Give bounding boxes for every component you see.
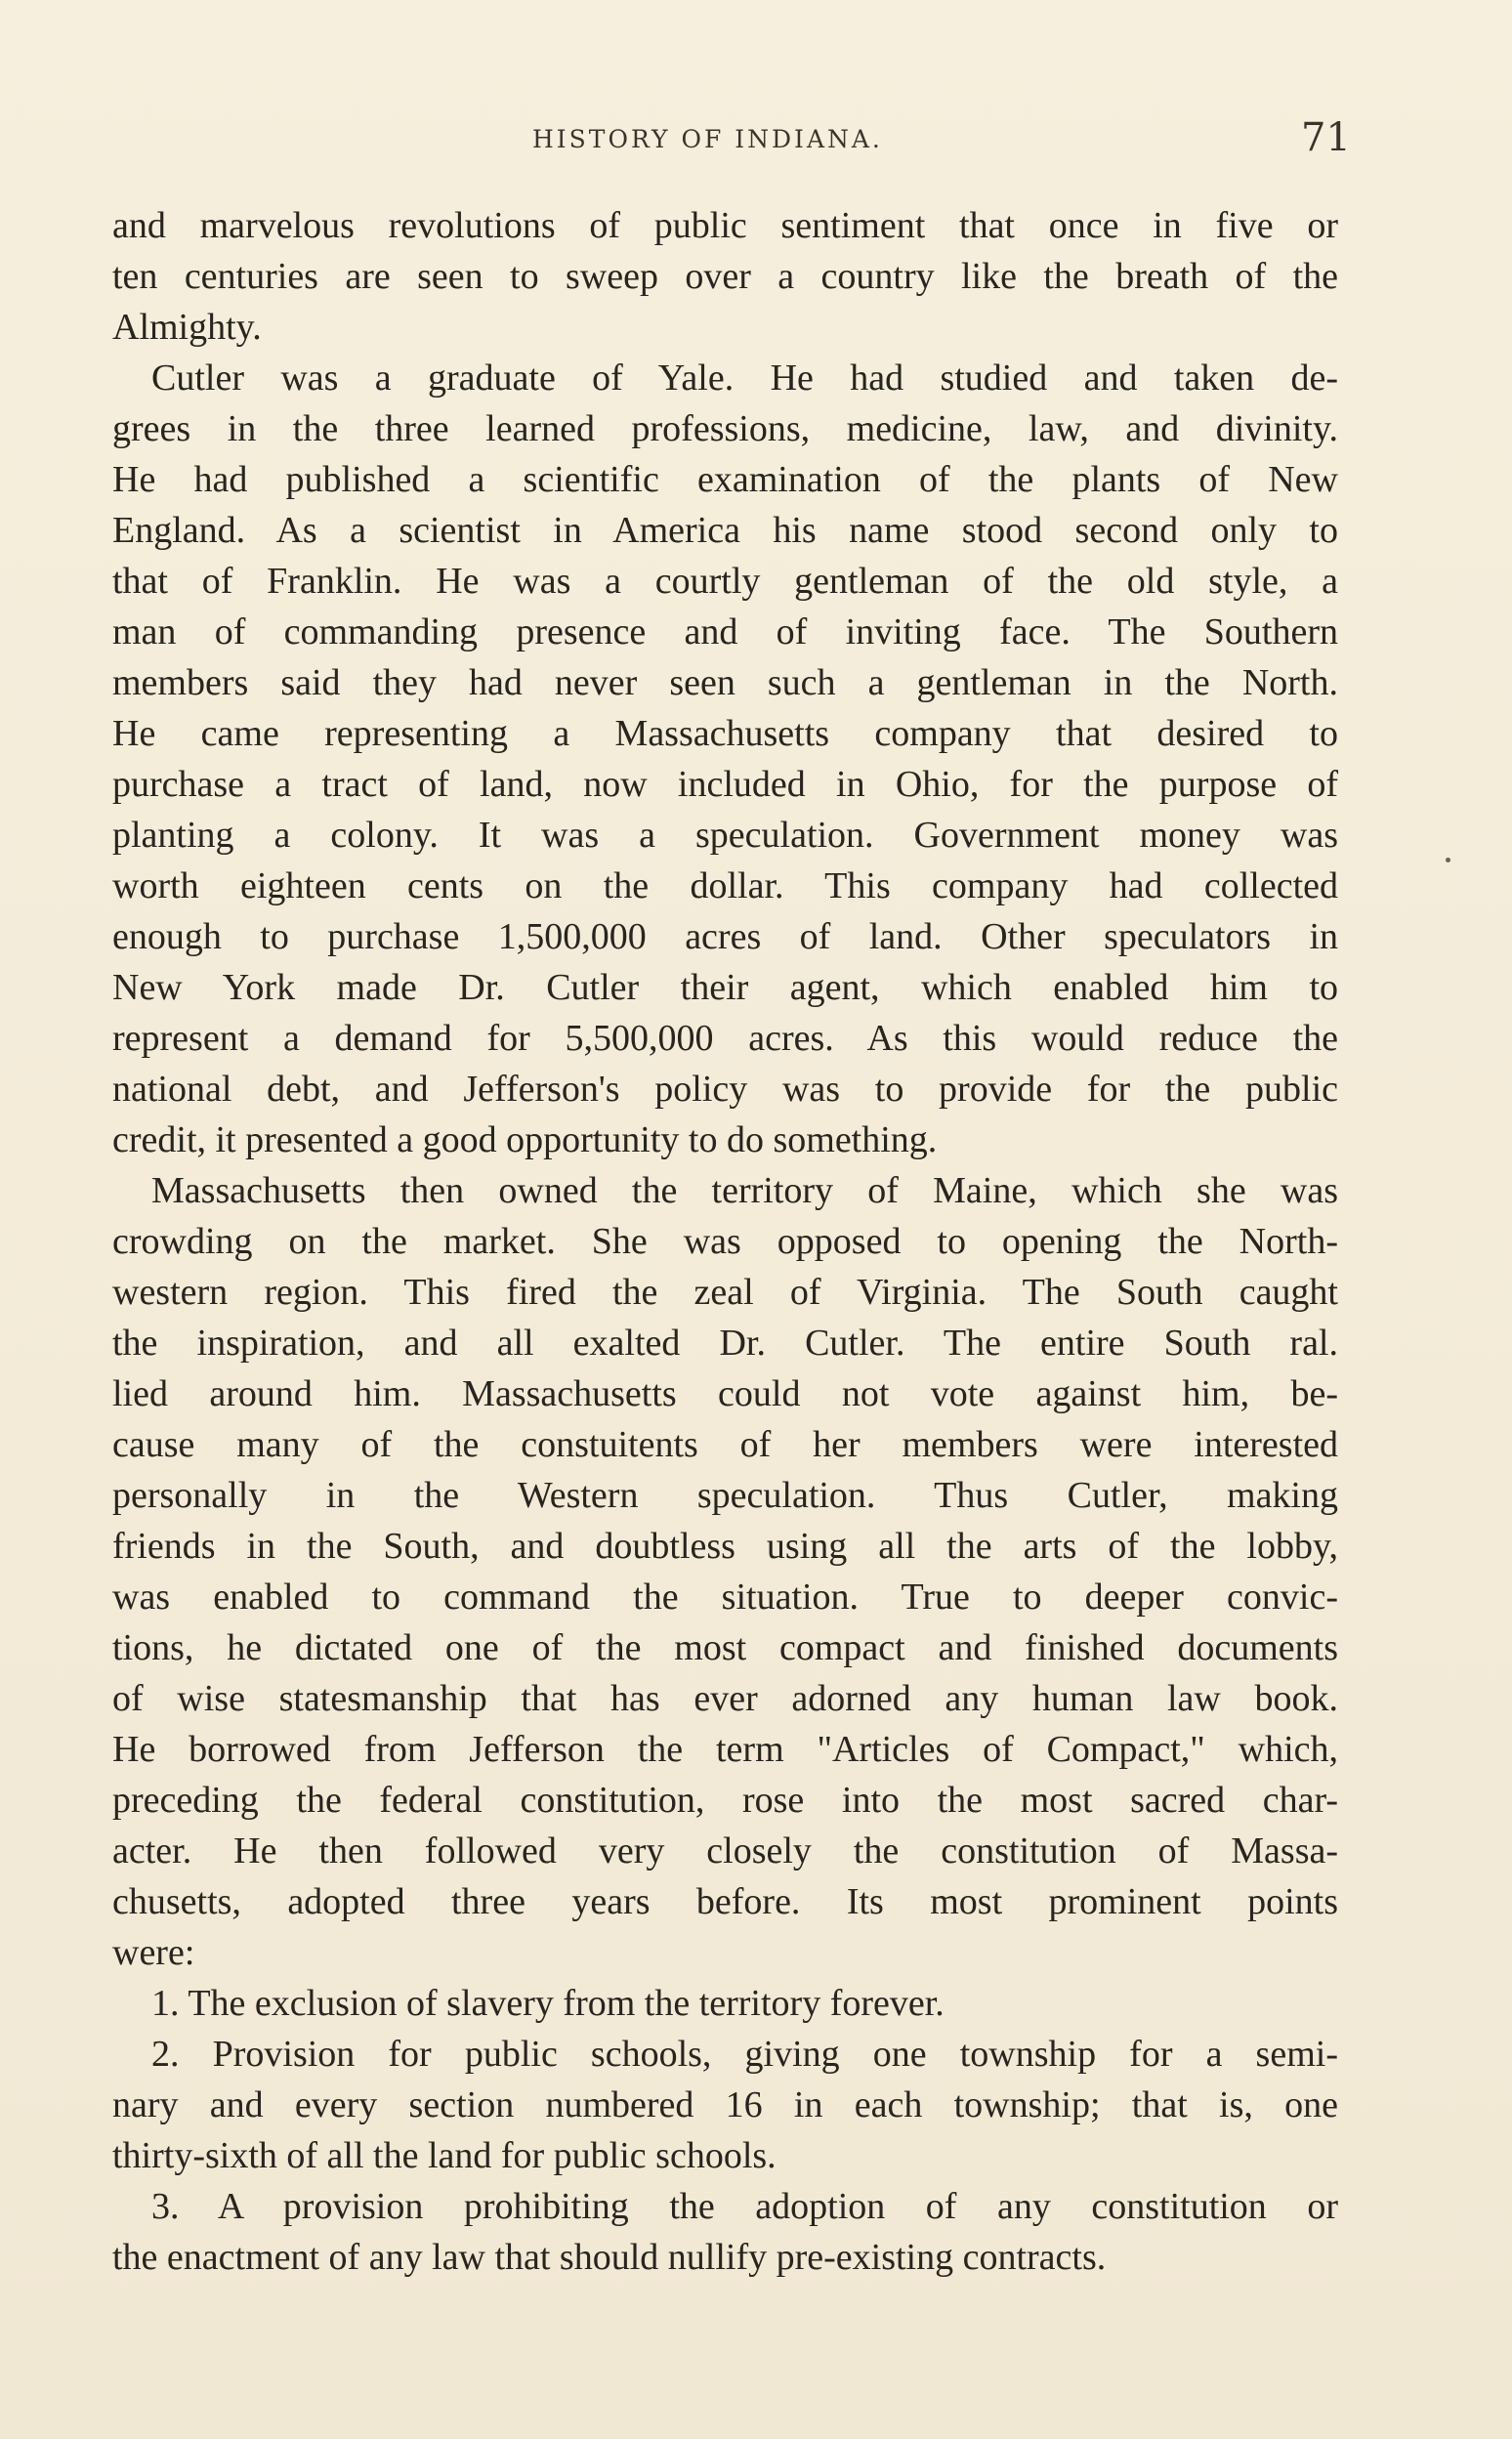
text-line: were: bbox=[112, 1932, 195, 1973]
list-item-2: 2. Provision for public schools, giving one township for a semi- bbox=[151, 2034, 1338, 2075]
text-line: represent a demand for 5,500,000 acres. As this would reduce the bbox=[112, 1018, 1338, 1059]
text-line: was enabled to command the situation. True to deeper convic- bbox=[112, 1577, 1338, 1618]
text-line: and marvelous revolutions of public sentiment that once in five or bbox=[112, 205, 1338, 246]
text-line: members said they had never seen such a gentleman in the North. bbox=[112, 662, 1338, 703]
text-line: grees in the three learned professions, medicine, law, and divinity. bbox=[112, 408, 1338, 449]
text-line: personally in the Western speculation. Thus Cutler, making bbox=[112, 1475, 1338, 1516]
list-item-3: 3. A provision prohibiting the adoption of any constitution or bbox=[151, 2186, 1338, 2227]
text-line: England. As a scientist in America his name stood second only to bbox=[112, 510, 1338, 551]
text-line: chusetts, adopted three years before. Its most prominent points bbox=[112, 1881, 1338, 1922]
text-line: lied around him. Massachusetts could not vote against him, be- bbox=[112, 1373, 1338, 1414]
text-line: of wise statesmanship that has ever adorned any human law book. bbox=[112, 1678, 1338, 1719]
text-line: He borrowed from Jefferson the term "Articles of Compact," which, bbox=[112, 1729, 1338, 1770]
text-line: thirty-sixth of all the land for public schools. bbox=[112, 2135, 777, 2176]
text-line: He came representing a Massachusetts company that desired to bbox=[112, 713, 1338, 754]
text-line: national debt, and Jefferson's policy was to provide for the public bbox=[112, 1069, 1338, 1110]
text-line: friends in the South, and doubtless using all the arts of the lobby, bbox=[112, 1526, 1338, 1567]
text-line: cause many of the constuitents of her members were interested bbox=[112, 1424, 1338, 1465]
text-line: He had published a scientific examination of the plants of New bbox=[112, 459, 1338, 500]
text-line: enough to purchase 1,500,000 acres of land. Other speculators in bbox=[112, 916, 1338, 957]
text-line: acter. He then followed very closely the constitution of Massa- bbox=[112, 1830, 1338, 1871]
text-line: preceding the federal constitution, rose into the most sacred char- bbox=[112, 1780, 1338, 1821]
text-line: tions, he dictated one of the most compact and finished documents bbox=[112, 1627, 1338, 1668]
page-number: 71 bbox=[1301, 115, 1351, 160]
text-line: worth eighteen cents on the dollar. This company had collected bbox=[112, 865, 1338, 906]
text-line: ten centuries are seen to sweep over a country like the breath of the bbox=[112, 256, 1338, 297]
text-line: purchase a tract of land, now included in Ohio, for the purpose of bbox=[112, 764, 1338, 805]
paragraph-start-line: Massachusetts then owned the territory of Maine, which she was bbox=[151, 1170, 1338, 1211]
running-head-title: HISTORY OF INDIANA. bbox=[532, 125, 883, 153]
text-line: credit, it presented a good opportunity to do something. bbox=[112, 1119, 938, 1160]
text-line: the inspiration, and all exalted Dr. Cutler. The entire South ral. bbox=[112, 1323, 1338, 1364]
body-text bbox=[112, 200, 1338, 2283]
text-line: western region. This fired the zeal of Virginia. The South caught bbox=[112, 1272, 1338, 1313]
paragraph-start-line: Cutler was a graduate of Yale. He had studied and taken de- bbox=[151, 357, 1338, 399]
text-line: planting a colony. It was a speculation. Government money was bbox=[112, 815, 1338, 856]
text-line: man of commanding presence and of inviting face. The Southern bbox=[112, 611, 1338, 652]
page-speck bbox=[1446, 858, 1450, 862]
text-line: Almighty. bbox=[112, 307, 262, 348]
text-line: the enactment of any law that should nullify pre-existing contracts. bbox=[112, 2237, 1107, 2278]
text-line: New York made Dr. Cutler their agent, which enabled him to bbox=[112, 967, 1338, 1008]
text-line: crowding on the market. She was opposed to opening the North- bbox=[112, 1221, 1338, 1262]
text-line: nary and every section numbered 16 in each township; that is, one bbox=[112, 2084, 1338, 2125]
text-line: that of Franklin. He was a courtly gentleman of the old style, a bbox=[112, 561, 1338, 602]
list-item-1: 1. The exclusion of slavery from the territory forever. bbox=[151, 1983, 945, 2024]
